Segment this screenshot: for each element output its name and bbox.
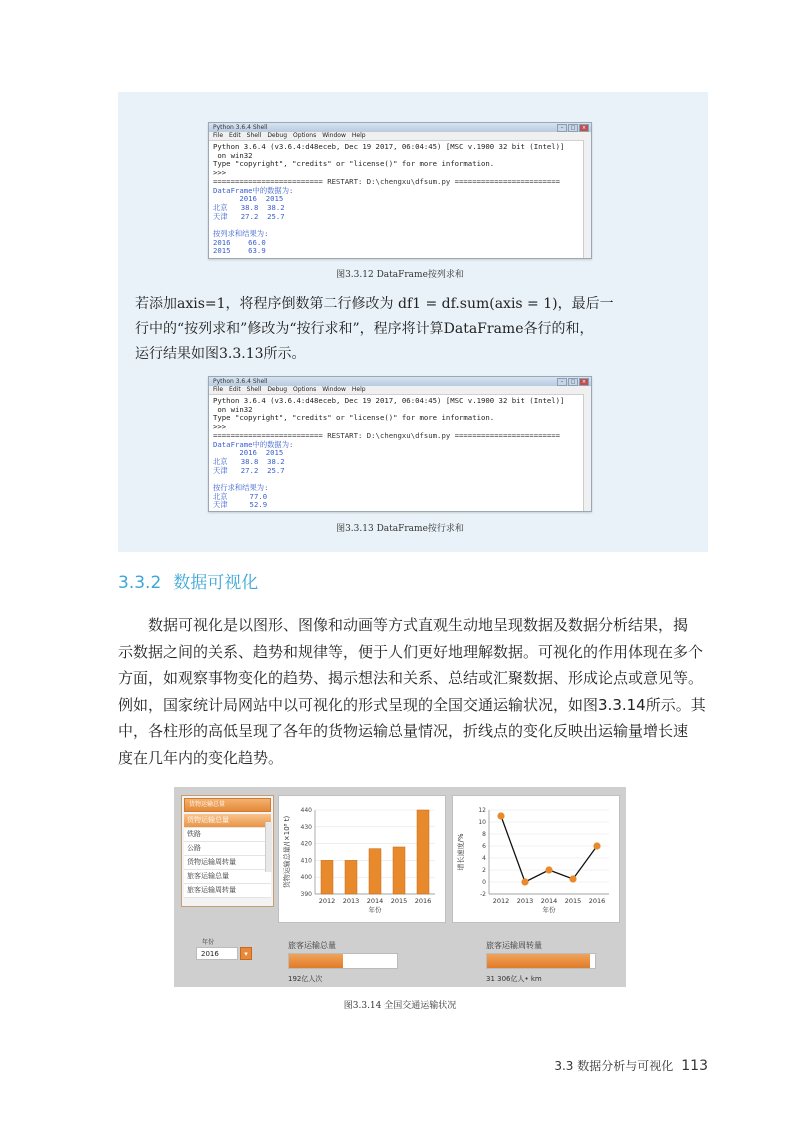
shell-line: Type "copyright", "credits" or "license()" for more information. xyxy=(213,413,495,423)
line-chart xyxy=(453,796,619,922)
paragraph-line: 度在几年内的变化趋势。 xyxy=(118,748,284,767)
meter-passenger-turnover xyxy=(486,953,596,969)
figure-caption-1: 图3.3.12 DataFrame按列求和 xyxy=(336,270,464,280)
menu-item-help[interactable]: Help xyxy=(351,386,366,393)
shell-line: Python 3.6.4 (v3.6.4:d48eceb, Dec 19 2017, 06:04:45) [MSC v.1900 32 bit (Intel)] xyxy=(213,396,565,405)
data-point xyxy=(521,878,528,885)
meter-value-passenger-turnover: 31 306亿人• km xyxy=(486,975,542,983)
x-axis-label: 年份 xyxy=(542,906,556,914)
paragraph-line: 运行结果如图3.3.13所示。 xyxy=(135,346,306,362)
meter-title-passenger-turnover: 旅客运输周转量 xyxy=(486,941,542,950)
x-tick-label: 2012 xyxy=(318,897,336,905)
shell-line: 天津 27.2 25.7 xyxy=(213,465,285,475)
menu-item-file[interactable]: File xyxy=(213,132,224,139)
menu-item-help[interactable]: Help xyxy=(351,132,366,139)
y-tick-label: 2 xyxy=(482,867,486,874)
y-tick-label: 440 xyxy=(300,807,312,814)
paragraph-1 xyxy=(135,292,695,367)
bar xyxy=(345,860,357,894)
y-tick-label: 410 xyxy=(300,857,312,865)
shell-line: 2016 2015 xyxy=(213,448,284,458)
transport-dashboard-figure xyxy=(174,787,626,987)
maximize-icon[interactable]: □ xyxy=(568,124,578,132)
data-point xyxy=(497,812,504,819)
y-tick-label: 6 xyxy=(482,843,486,850)
page-number: 113 xyxy=(681,1058,708,1074)
y-tick-label: -2 xyxy=(480,891,486,898)
x-tick-label: 2014 xyxy=(366,897,384,905)
menu-item-window[interactable]: Window xyxy=(322,132,346,139)
indicator-list-item[interactable]: 公路 xyxy=(184,842,271,856)
indicator-list-item[interactable]: 货物运输周转量 xyxy=(184,856,271,870)
y-tick-label: 390 xyxy=(300,891,312,898)
shell-menubar xyxy=(209,132,591,141)
y-tick-label: 400 xyxy=(300,874,312,882)
shell-title: Python 3.6.4 Shell xyxy=(213,124,268,131)
menu-item-debug[interactable]: Debug xyxy=(267,132,288,139)
shell-scrollbar[interactable] xyxy=(583,394,591,511)
minimize-icon[interactable]: – xyxy=(557,124,567,132)
menu-item-edit[interactable]: Edit xyxy=(229,132,241,139)
indicator-list-panel xyxy=(181,795,274,907)
menu-item-edit[interactable]: Edit xyxy=(229,386,241,393)
figure-caption-3: 图3.3.14 全国交通运输状况 xyxy=(343,1001,457,1011)
paragraph-line: 数据可视化是以图形、图像和动画等方式直观生动地呈现数据及数据分析结果，揭 xyxy=(118,616,689,634)
meter-passenger-volume xyxy=(288,953,398,969)
meter-title-passenger-volume: 旅客运输总量 xyxy=(288,941,336,950)
bar xyxy=(321,860,333,894)
x-tick-label: 2012 xyxy=(492,897,510,905)
year-select[interactable]: 2016 xyxy=(196,947,238,960)
bar-chart xyxy=(279,796,445,922)
shell-line: 2016 66.0 xyxy=(213,237,266,247)
y-tick-label: 10 xyxy=(478,819,486,826)
menu-item-window[interactable]: Window xyxy=(322,386,346,393)
meter-fill xyxy=(289,954,343,968)
shell-line: 北京 77.0 xyxy=(213,491,268,501)
indicator-list-item[interactable]: 旅客运输总量 xyxy=(184,870,271,884)
shell-line: on win32 xyxy=(213,404,253,414)
line-chart-panel xyxy=(452,795,620,923)
shell-line: 天津 27.2 25.7 xyxy=(213,211,285,221)
bar xyxy=(369,849,381,894)
x-tick-label: 2016 xyxy=(588,897,606,905)
menu-item-shell[interactable]: Shell xyxy=(246,132,262,139)
python-shell-window-1 xyxy=(208,122,592,259)
python-shell-window-2 xyxy=(208,376,592,512)
shell-line: 天津 52.9 xyxy=(213,500,268,510)
close-icon[interactable]: × xyxy=(579,378,589,386)
shell-line: >>> xyxy=(213,168,227,178)
shell-line: on win32 xyxy=(213,150,253,160)
y-tick-label: 8 xyxy=(482,831,486,838)
menu-item-file[interactable]: File xyxy=(213,386,224,393)
paragraph-line: 例如，国家统计局网站中以可视化的形式呈现的全国交通运输状况，如图3.3.14所示。其 xyxy=(118,695,706,714)
shell-line: DataFrame中的数据为: xyxy=(213,439,294,449)
year-dropdown-button[interactable]: ▾ xyxy=(240,947,252,960)
y-tick-label: 420 xyxy=(300,840,312,848)
close-icon[interactable]: × xyxy=(579,124,589,132)
y-tick-label: 12 xyxy=(478,807,486,814)
shell-line: 按列求和结果为: xyxy=(213,229,269,239)
y-tick-label: 0 xyxy=(482,879,486,886)
indicator-list-item[interactable]: 旅客运输周转量 xyxy=(184,884,271,898)
meter-fill xyxy=(487,954,590,968)
shell-line: >>> xyxy=(213,422,227,432)
page-footer xyxy=(554,1057,708,1074)
paragraph-2 xyxy=(118,612,710,771)
shell-titlebar xyxy=(209,377,591,386)
shell-line xyxy=(213,221,587,230)
menu-item-debug[interactable]: Debug xyxy=(267,386,288,393)
shell-line: 按行求和结果为: xyxy=(213,483,269,493)
data-point xyxy=(569,875,576,882)
shell-line: DataFrame中的数据为: xyxy=(213,185,294,195)
section-number: 3.3.2 xyxy=(118,573,162,593)
paragraph-line: 中，各柱形的高低呈现了各年的货物运输总量情况，折线点的变化反映出运输量增长速 xyxy=(118,722,689,740)
panel-scrollbar[interactable] xyxy=(265,822,272,872)
indicator-list-item[interactable]: 铁路 xyxy=(184,828,271,842)
menu-item-options[interactable]: Options xyxy=(293,386,317,393)
maximize-icon[interactable]: □ xyxy=(568,378,578,386)
panel-header[interactable]: 货物运输总量 xyxy=(184,798,271,812)
bar xyxy=(417,810,429,894)
y-axis-label: 增长速度/% xyxy=(457,833,465,871)
indicator-list-item[interactable]: 货物运输总量 xyxy=(184,814,271,828)
paragraph-line: 行中的“按列求和”修改为“按行求和”，程序将计算DataFrame各行的和， xyxy=(135,321,594,337)
y-axis-label: 货物运输总量/(×10⁸ t) xyxy=(283,815,291,889)
y-tick-label: 430 xyxy=(300,823,312,831)
x-tick-label: 2016 xyxy=(414,897,432,905)
figure-caption-2: 图3.3.13 DataFrame按行求和 xyxy=(336,524,464,534)
x-tick-label: 2015 xyxy=(390,897,408,905)
year-label: 年份 xyxy=(202,939,215,946)
shell-line: 北京 38.8 38.2 xyxy=(213,202,285,212)
shell-line: ========================= RESTART: D:\chengxu\dfsum.py ======================== xyxy=(213,430,561,440)
shell-title: Python 3.6.4 Shell xyxy=(213,378,268,385)
shell-menubar xyxy=(209,386,591,395)
shell-line: 2015 63.9 xyxy=(213,246,266,256)
shell-output[interactable] xyxy=(209,395,591,512)
shell-output[interactable] xyxy=(209,141,591,258)
x-axis-label: 年份 xyxy=(368,906,382,914)
shell-line: Python 3.6.4 (v3.6.4:d48eceb, Dec 19 2017, 06:04:45) [MSC v.1900 32 bit (Intel)] xyxy=(213,142,565,151)
paragraph-line: 方面，如观察事物变化的趋势、揭示想法和关系、总结或汇聚数据、形成论点或意见等。 xyxy=(118,669,704,687)
bar-chart-panel xyxy=(278,795,446,923)
shell-line: 北京 38.8 38.2 xyxy=(213,456,285,466)
menu-item-options[interactable]: Options xyxy=(293,132,317,139)
data-point xyxy=(593,842,600,849)
data-point xyxy=(545,866,552,873)
x-tick-label: 2015 xyxy=(564,897,582,905)
meter-value-passenger-volume: 192亿人次 xyxy=(288,975,323,983)
paragraph-line: 若添加axis=1，将程序倒数第二行修改为 df1 = df.sum(axis = 1)，最后一 xyxy=(135,296,614,312)
bar xyxy=(393,847,405,894)
x-tick-label: 2014 xyxy=(540,897,558,905)
paragraph-line: 示数据之间的关系、趋势和规律等，便于人们更好地理解数据。可视化的作用体现在多个 xyxy=(118,642,704,661)
shell-scrollbar[interactable] xyxy=(583,140,591,258)
shell-line: 2016 2015 xyxy=(213,194,284,204)
section-title: 数据可视化 xyxy=(173,573,259,593)
menu-item-shell[interactable]: Shell xyxy=(246,386,262,393)
y-tick-label: 4 xyxy=(482,855,486,862)
section-heading xyxy=(118,568,270,593)
x-tick-label: 2013 xyxy=(342,897,360,905)
minimize-icon[interactable]: – xyxy=(557,378,567,386)
footer-section: 3.3 数据分析与可视化 xyxy=(554,1059,674,1073)
shell-titlebar xyxy=(209,123,591,132)
x-tick-label: 2013 xyxy=(516,897,534,905)
shell-line: ========================= RESTART: D:\chengxu\dfsum.py ======================== xyxy=(213,176,561,186)
shell-line xyxy=(213,475,587,484)
shell-line: Type "copyright", "credits" or "license()" for more information. xyxy=(213,159,495,169)
